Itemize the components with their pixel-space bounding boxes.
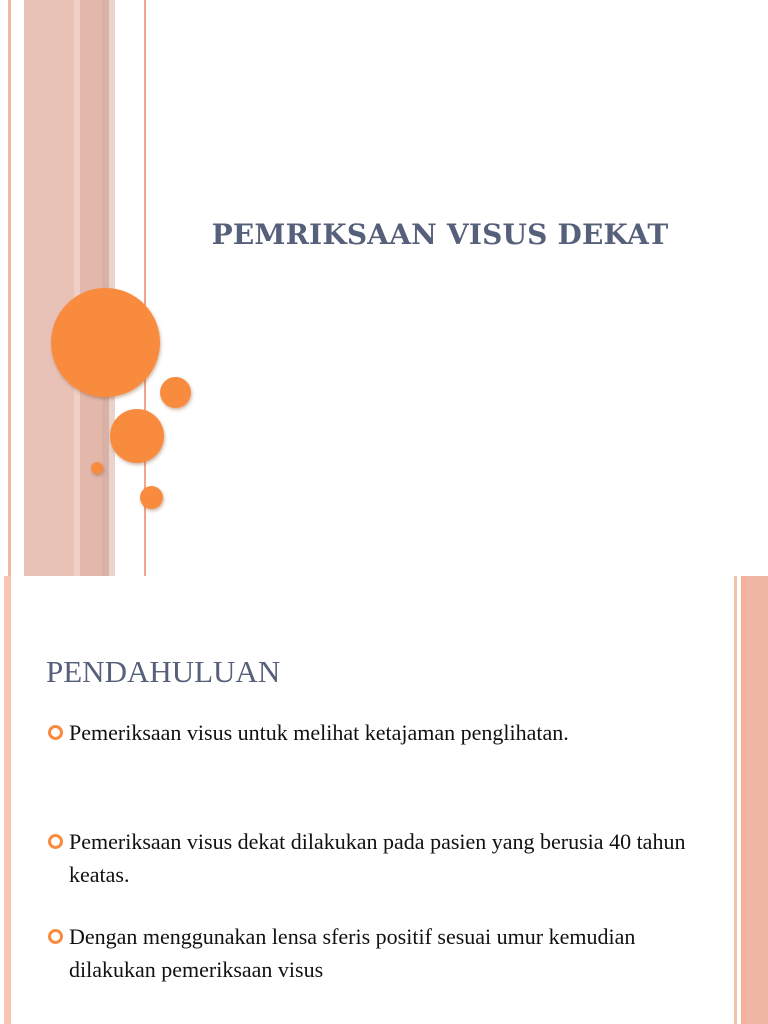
decorative-band [4,576,11,1024]
decorative-band [746,576,768,1024]
decorative-circle [160,377,191,408]
decorative-circle [51,288,160,397]
list-item [46,920,686,986]
slide-title: PEMRIKSAAN VISUS DEKAT [211,218,669,251]
bullet-text: Pemeriksaan visus dekat dilakukan pada pasien yang berusia 40 tahun keatas. [69,829,686,887]
bullet-text: Pemeriksaan visus untuk melihat ketajaman penglihatan. [69,720,569,745]
decorative-band [734,576,737,1024]
decorative-band [8,0,11,576]
bullet-text: Dengan menggunakan lensa sferis positif sesuai umur kemudian dilakukan pemeriksaan visus [69,924,636,982]
list-item [46,825,686,891]
orange-circle-bullet-icon [48,834,63,849]
decorative-circle [110,409,164,463]
orange-circle-bullet-icon [48,929,63,944]
content-slide [0,576,768,1024]
decorative-circle [91,462,103,474]
list-item [46,716,686,749]
decorative-circle [140,486,163,509]
section-title: PENDAHULUAN [46,654,281,689]
bullet-list [46,716,686,986]
decorative-band [24,0,74,576]
orange-circle-bullet-icon [48,725,63,740]
